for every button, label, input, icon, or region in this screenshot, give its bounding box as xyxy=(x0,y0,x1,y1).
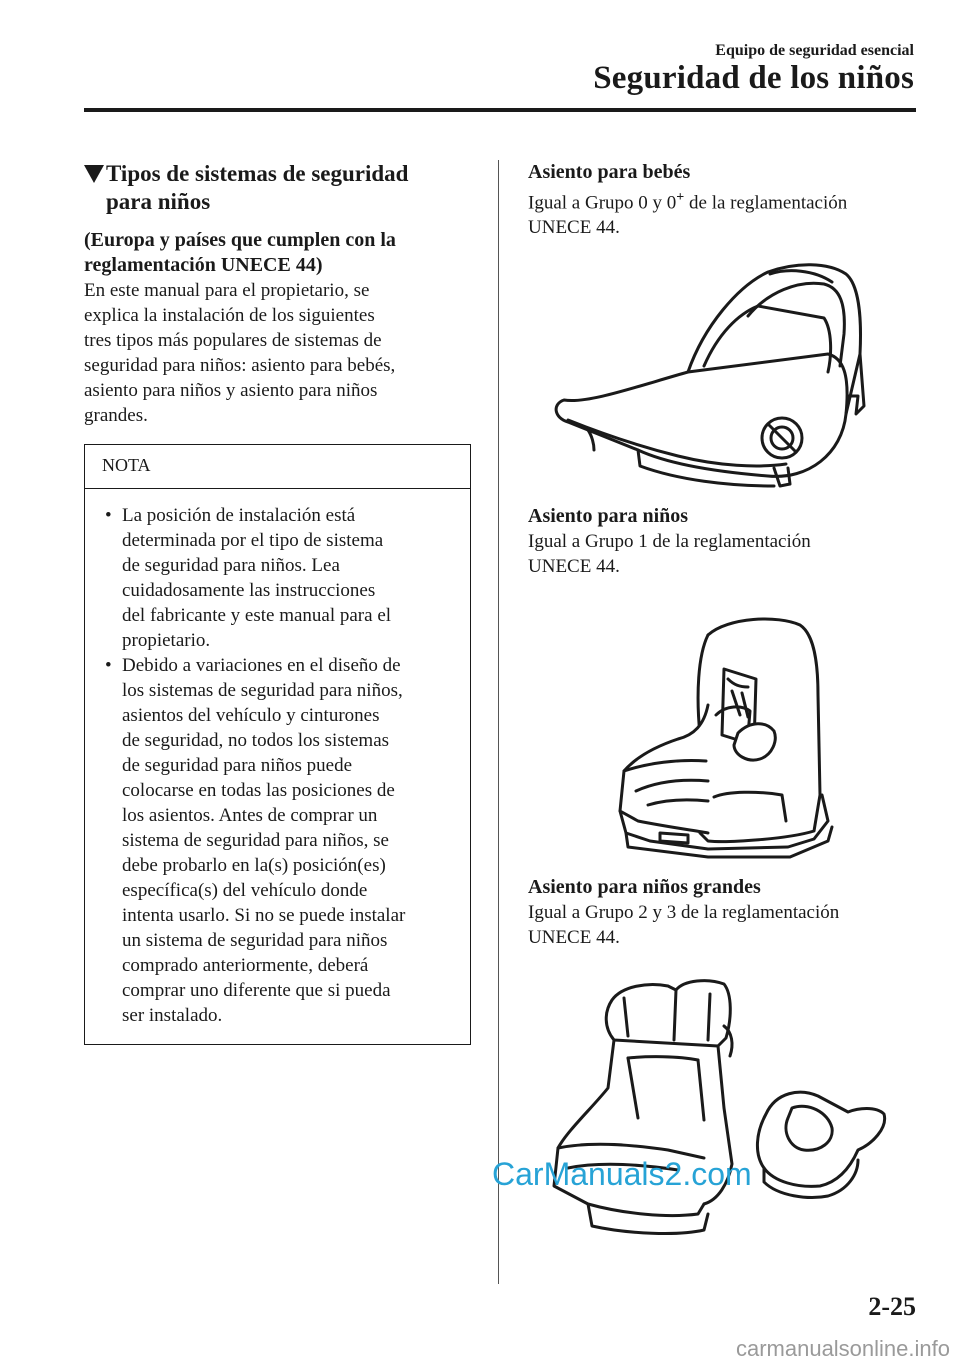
text-line: de seguridad para niños puede xyxy=(122,755,353,776)
region-subheading xyxy=(84,228,476,278)
column-divider xyxy=(498,160,499,1284)
subheading-line: (Europa y países que cumplen con la xyxy=(84,229,396,251)
text-line: cuidadosamente las instrucciones xyxy=(122,580,376,601)
text-line: En este manual para el propietario, se xyxy=(84,280,370,301)
child-seat-heading: Asiento para niños xyxy=(528,505,689,528)
text-line: explica la instalación de los siguientes xyxy=(84,305,375,326)
intro-paragraph xyxy=(84,278,476,428)
note-box xyxy=(84,444,471,1045)
text-line: Debido a variaciones en el diseño de xyxy=(122,655,401,676)
child-seat-description xyxy=(528,529,920,579)
left-column xyxy=(84,160,476,1045)
bullet: • xyxy=(105,655,112,676)
superscript-plus: + xyxy=(676,190,685,205)
note-title: NOTA xyxy=(85,445,470,489)
right-column xyxy=(528,160,920,1238)
baby-seat-illustration xyxy=(528,254,920,494)
child-seat-illustration xyxy=(528,595,920,865)
watermark-primary: CarManuals2.com xyxy=(492,1156,752,1192)
text-line: del fabricante y este manual para el xyxy=(122,605,392,626)
running-header-title: Seguridad de los niños xyxy=(593,60,914,96)
text-line: intenta usarlo. Si no se puede instalar xyxy=(122,905,406,926)
junior-seat-heading: Asiento para niños grandes xyxy=(528,876,761,899)
text-fragment: de la reglamentación xyxy=(684,192,848,214)
junior-seat-description xyxy=(528,900,920,950)
text-line: ser instalado. xyxy=(122,1005,223,1026)
text-line xyxy=(528,185,920,215)
text-line: comprar uno diferente que si pueda xyxy=(122,980,391,1001)
baby-seat-heading: Asiento para bebés xyxy=(528,161,691,183)
text-line: La posición de instalación está xyxy=(122,505,356,526)
baby-seat-description xyxy=(528,185,920,240)
text-line: UNECE 44. xyxy=(528,217,620,239)
text-line: sistema de seguridad para niños, se xyxy=(122,830,389,851)
text-line: seguridad para niños: asiento para bebés, xyxy=(84,355,396,376)
page-number: 2-25 xyxy=(868,1292,916,1321)
triangle-marker-icon xyxy=(84,164,104,184)
text-line: UNECE 44. xyxy=(528,927,620,949)
text-line: UNECE 44. xyxy=(528,556,620,578)
junior-seat-illustration xyxy=(528,968,920,1238)
text-line: comprado anteriormente, deberá xyxy=(122,955,369,976)
running-header-subtitle: Equipo de seguridad esencial xyxy=(715,42,914,59)
section-title xyxy=(84,160,476,216)
text-fragment: Igual a Grupo 0 y 0 xyxy=(528,192,677,214)
note-item xyxy=(105,653,460,1028)
text-line: debe probarlo en la(s) posición(es) xyxy=(122,855,386,876)
note-list xyxy=(85,489,470,1044)
text-line: tres tipos más populares de sistemas de xyxy=(84,330,382,351)
bullet: • xyxy=(105,505,112,526)
section-title-line: Tipos de sistemas de seguridad xyxy=(106,161,409,186)
text-line: asientos del vehículo y cinturones xyxy=(122,705,380,726)
text-line: grandes. xyxy=(84,405,148,426)
text-line: un sistema de seguridad para niños xyxy=(122,930,388,951)
text-line: propietario. xyxy=(122,630,211,651)
text-line: los sistemas de seguridad para niños, xyxy=(122,680,403,701)
note-item xyxy=(105,503,460,653)
text-line: los asientos. Antes de comprar un xyxy=(122,805,378,826)
text-line: asiento para niños y asiento para niños xyxy=(84,380,378,401)
text-line: específica(s) del vehículo donde xyxy=(122,880,368,901)
subheading-line: reglamentación UNECE 44) xyxy=(84,254,323,276)
header-rule xyxy=(84,108,916,112)
text-line: Igual a Grupo 1 de la reglamentación xyxy=(528,531,811,553)
watermark-secondary: carmanualsonline.info xyxy=(735,1336,950,1361)
text-line: de seguridad, no todos los sistemas xyxy=(122,730,390,751)
text-line: determinada por el tipo de sistema xyxy=(122,530,384,551)
text-line: Igual a Grupo 2 y 3 de la reglamentación xyxy=(528,902,840,924)
text-line: de seguridad para niños. Lea xyxy=(122,555,340,576)
section-title-line: para niños xyxy=(106,189,211,214)
text-line: colocarse en todas las posiciones de xyxy=(122,780,395,801)
